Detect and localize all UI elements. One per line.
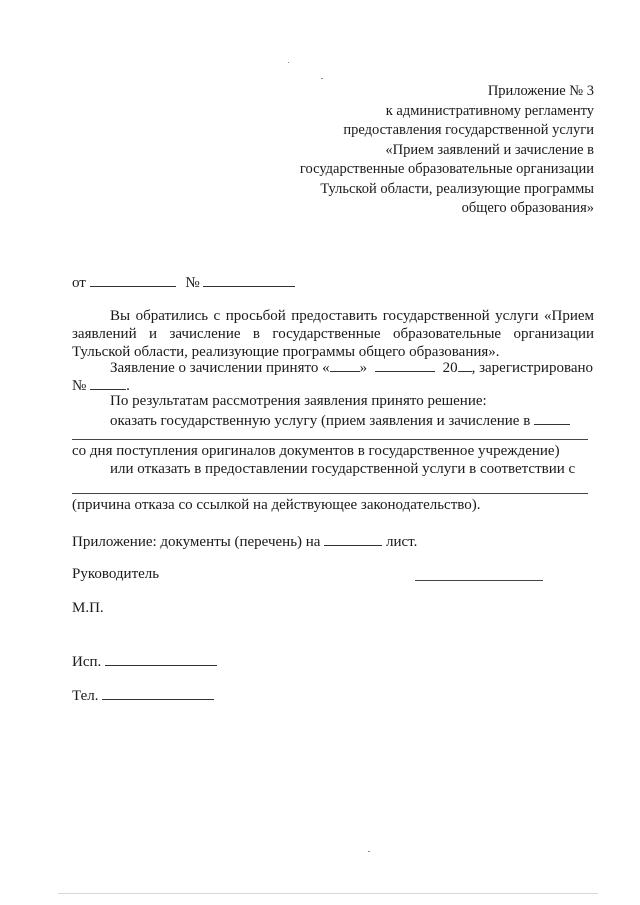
- executor-blank: [105, 651, 217, 666]
- institution-blank: [534, 410, 570, 425]
- appendix-ref-line: Тульской области, реализующие программы: [320, 180, 594, 197]
- signature-rule: [415, 580, 543, 581]
- body-paragraph-1-line: Вы обратились с просьбой предоставить государственной услуги «Прием: [110, 308, 594, 324]
- number-blank: [203, 272, 295, 287]
- scan-speck: [321, 78, 323, 79]
- refuse-service-line: или отказать в предоставлении государственной услуги в соответствии с: [110, 461, 576, 477]
- body-paragraph-1-line: Тульской области, реализующие программы общего образования».: [72, 344, 500, 360]
- scan-speck: [368, 851, 370, 852]
- number-label: №: [185, 275, 200, 291]
- originals-line: со дня поступления оригиналов документов в государственное учреждение): [72, 443, 560, 459]
- provide-service-text: оказать государственную услугу (прием заявления и зачисление в: [110, 413, 531, 429]
- provide-service-line: [110, 410, 570, 430]
- date-blank: [90, 272, 176, 287]
- year-prefix: 20: [442, 360, 458, 376]
- day-blank: [330, 357, 360, 372]
- quote-close: »: [359, 360, 368, 376]
- attachment-suffix: лист.: [385, 534, 418, 550]
- reg-number-label: №: [72, 378, 87, 394]
- doc-date-number-line: [72, 272, 295, 292]
- reg-period: .: [126, 378, 130, 394]
- phone-label: Тел.: [72, 688, 99, 704]
- sheet-count-blank: [324, 531, 382, 546]
- appendix-ref-line: к административному регламенту: [385, 102, 594, 119]
- reg-number-blank: [90, 375, 126, 390]
- appendix-header: [300, 82, 594, 219]
- body-paragraph-1-line: заявлений и зачисление в государственные образовательные организации: [72, 326, 594, 342]
- head-signature-line: [72, 566, 159, 583]
- appendix-ref-line: предоставления государственной услуги: [343, 122, 594, 138]
- executor-label: Исп.: [72, 654, 102, 670]
- registered-label: , зарегистрировано: [471, 360, 594, 376]
- decision-heading: По результатам рассмотрения заявления принято решение:: [110, 393, 487, 409]
- fill-in-rule: [72, 493, 588, 494]
- phone-line: [72, 685, 214, 705]
- scan-speck: [288, 62, 289, 63]
- attachment-label: Приложение: документы (перечень) на: [72, 534, 321, 550]
- head-label: Руководитель: [72, 566, 160, 582]
- year-blank: [458, 357, 472, 372]
- appendix-ref-line: «Прием заявлений и зачисление в: [385, 141, 594, 158]
- stamp-label: М.П.: [72, 600, 104, 616]
- appendix-number: Приложение № 3: [487, 83, 594, 99]
- from-label: от: [72, 275, 86, 291]
- application-accepted-line: [110, 357, 593, 377]
- phone-blank: [102, 685, 214, 700]
- scan-bottom-noise: [58, 893, 598, 894]
- registration-number-line: [72, 375, 130, 395]
- refusal-reason-line: (причина отказа со ссылкой на действующее законодательство).: [72, 497, 481, 513]
- accepted-label: Заявление о зачислении принято «: [110, 360, 330, 376]
- appendix-ref-line: общего образования»: [461, 200, 594, 216]
- attachment-line: [72, 531, 417, 551]
- executor-line: [72, 651, 217, 671]
- appendix-ref-line: государственные образовательные организации: [299, 161, 594, 177]
- fill-in-rule: [72, 439, 588, 440]
- month-blank: [375, 357, 435, 372]
